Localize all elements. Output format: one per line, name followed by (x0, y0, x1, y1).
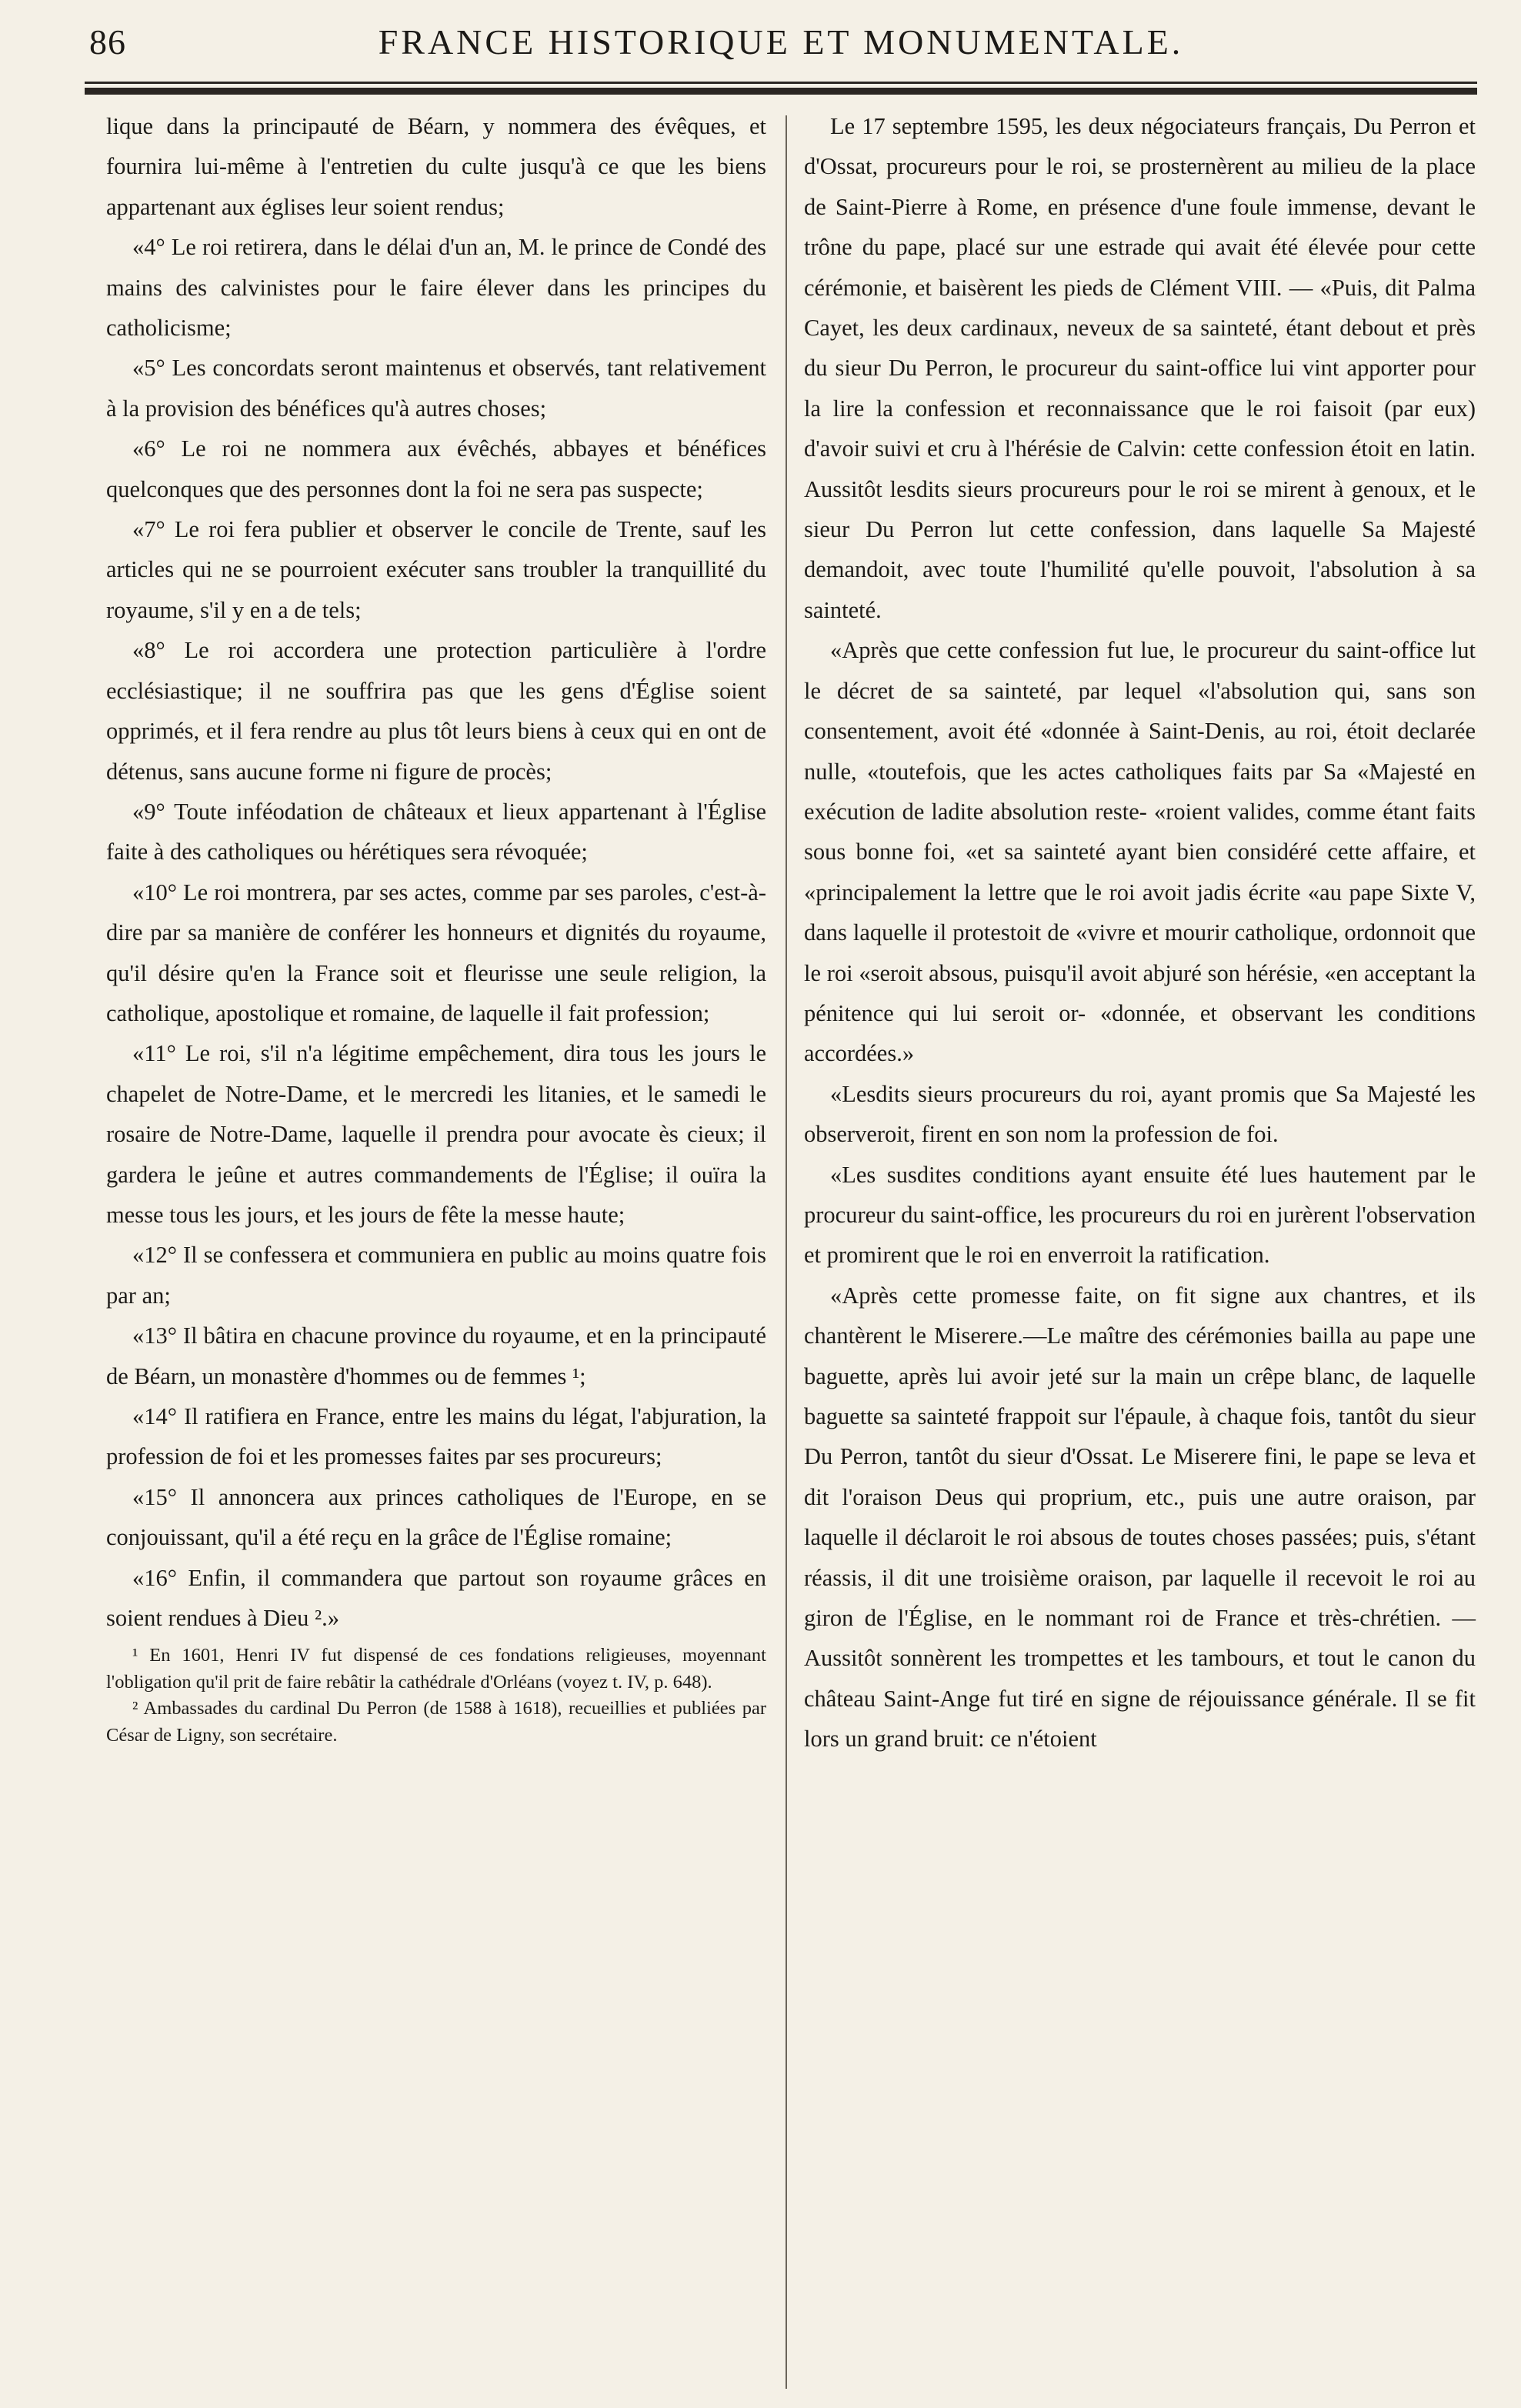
paragraph: «7° Le roi fera publier et observer le concile de Trente, sauf les articles qui ne se pourroient exécuter sans troubler la tranquillité du royaume, s'il y en a de tels; (106, 516, 766, 623)
header-rule-thin (85, 82, 1477, 84)
paragraph: «5° Les concordats seront maintenus et observés, tant relativement à la provision des bénéfices qu'à autres choses; (106, 355, 766, 422)
paragraph: «15° Il annoncera aux princes catholiques de l'Europe, en se conjouissant, qu'il a été reçu en la grâce de l'Église romaine; (106, 1483, 766, 1551)
footnote: ¹ En 1601, Henri IV fut dispensé de ces fondations religieuses, moyennant l'obligation qu'il prit de faire rebâtir la cathédrale d'Orléans (voyez t. IV, p. 648). (106, 1645, 766, 1693)
paragraph: Le 17 septembre 1595, les deux négociateurs français, Du Perron et d'Ossat, procureurs pour le roi, se prosternèrent au milieu de la place de Saint-Pierre à Rome, en présence d'une foule immense, devant le trône du pape, placé sur une estrade qui avait été élevée pour cette cérémonie, et baisèrent les pieds de Clément VIII. — «Puis, dit Palma Cayet, les deux cardinaux, neveux de sa sainteté, étant debout et près du sieur Du Perron, le procureur du saint-office lui vint apporter pour la lire la confession et reconnaissance que le roi faisoit (par eux) d'avoir suivi et cru à l'hérésie de Calvin: cette confession étoit en latin. Aussitôt lesdits sieurs procureurs pour le roi se mirent à genoux, et le sieur Du Perron lut cette confession, dans laquelle Sa Majesté demandoit, avec toute l'humilité qu'elle pouvoit, l'absolution à sa sainteté. (804, 113, 1476, 623)
paragraph: «16° Enfin, il commandera que partout son royaume grâces en soient rendues à Dieu ².» (106, 1564, 766, 1632)
paragraph: «Les susdites conditions ayant ensuite été lues hautement par le procureur du saint-office, les procureurs du roi en jurèrent l'observation et promirent que le roi en enverroit la ratification. (804, 1161, 1476, 1269)
paragraph: lique dans la principauté de Béarn, y nommera des évêques, et fournira lui-même à l'entretien du culte jusqu'à ce que les biens appartenant aux églises leur soient rendus; (106, 113, 766, 220)
paragraph: «14° Il ratifiera en France, entre les mains du légat, l'abjuration, la profession de foi et les promesses faites par ses procureurs; (106, 1403, 766, 1470)
paragraph: «12° Il se confessera et communiera en public au moins quatre fois par an; (106, 1242, 766, 1309)
paragraph: «Après cette promesse faite, on fit signe aux chantres, et ils chantèrent le Miserere.—Le maître des cérémonies bailla au pape une baguette, après lui avoir jeté sur la main un crêpe blanc, de laquelle baguette sa sainteté frappoit sur l'épaule, à chaque fois, tantôt du sieur Du Perron, tantôt du sieur d'Ossat. Le Miserere fini, le pape se leva et dit l'oraison Deus qui proprium, etc., puis une autre oraison, par laquelle il déclaroit le roi absous de toutes choses passées; puis, s'étant réassis, il dit une troisième oraison, par laquelle il recevoit le roi au giron de l'Église, en le nommant roi de France et très-chrétien. — Aussitôt sonnèrent les trompettes et les tambours, et tout le canon du château Saint-Ange fut tiré en signe de réjouissance générale. Il se fit lors un grand bruit: ce n'étoient (804, 1282, 1476, 1753)
paragraph: «11° Le roi, s'il n'a légitime empêchement, dira tous les jours le chapelet de Notre-Dame, et le mercredi les litanies, et le samedi le rosaire de Notre-Dame, laquelle il prendra pour avocate ès cieux; il gardera le jeûne et autres commandements de l'Église; il ouïra la messe tous les jours, et les jours de fête la messe haute; (106, 1040, 766, 1228)
page-header (85, 22, 1477, 75)
column-divider (786, 115, 787, 2389)
paragraph: «13° Il bâtira en chacune province du royaume, et en la principauté de Béarn, un monastère d'hommes ou de femmes ¹; (106, 1322, 766, 1389)
paragraph: «Après que cette confession fut lue, le procureur du saint-office lut le décret de sa sainteté, par lequel «l'absolution qui, sans son consentement, avoit été «donnée à Saint-Denis, au roi, étoit declarée nulle, «toutefois, que les actes catholiques faits par Sa «Majesté en exécution de ladite absolution reste- «roient valides, comme étant faits sous bonne foi, «et sa sainteté ayant bien considéré cette affaire, et «principalement la lettre que le roi avoit jadis écrite «au pape Sixte V, dans laquelle il protestoit de «vivre et mourir catholique, ordonnoit que le roi «seroit absous, puisqu'il avoit abjuré son hérésie, «en acceptant la pénitence qui lui seroit or- «donnée, et observant les conditions accordées.» (804, 637, 1476, 1067)
right-column (804, 106, 1476, 1759)
left-column (106, 106, 766, 1749)
footnotes (106, 1643, 766, 1749)
footnote: ² Ambassades du cardinal Du Perron (de 1588 à 1618), recueillies et publiées par César de Ligny, son secrétaire. (106, 1698, 766, 1746)
paragraph: «9° Toute inféodation de châteaux et lieux appartenant à l'Église faite à des catholiques ou hérétiques sera révoquée; (106, 798, 766, 865)
header-rule-thick (85, 88, 1477, 95)
paragraph: «6° Le roi ne nommera aux évêchés, abbayes et bénéfices quelconques que des personnes dont la foi ne sera pas suspecte; (106, 435, 766, 502)
paragraph: «Lesdits sieurs procureurs du roi, ayant promis que Sa Majesté les observeroit, firent en son nom la profession de foi. (804, 1080, 1476, 1148)
paragraph: «8° Le roi accordera une protection particulière à l'ordre ecclésiastique; il ne souffrira pas que les gens d'Église soient opprimés, et il fera rendre au plus tôt leurs biens à ceux qui en ont de détenus, sans aucune forme ni figure de procès; (106, 637, 766, 785)
page-number: 86 (89, 22, 126, 62)
paragraph: «10° Le roi montrera, par ses actes, comme par ses paroles, c'est-à-dire par sa manière de conférer les honneurs et dignités du royaume, qu'il désire qu'en la France soit et fleurisse une seule religion, la catholique, apostolique et romaine, de laquelle il fait profession; (106, 879, 766, 1026)
paragraph: «4° Le roi retirera, dans le délai d'un an, M. le prince de Condé des mains des calvinistes pour le faire élever dans les principes du catholicisme; (106, 234, 766, 342)
running-title: FRANCE HISTORIQUE ET MONUMENTALE. (378, 22, 1184, 62)
